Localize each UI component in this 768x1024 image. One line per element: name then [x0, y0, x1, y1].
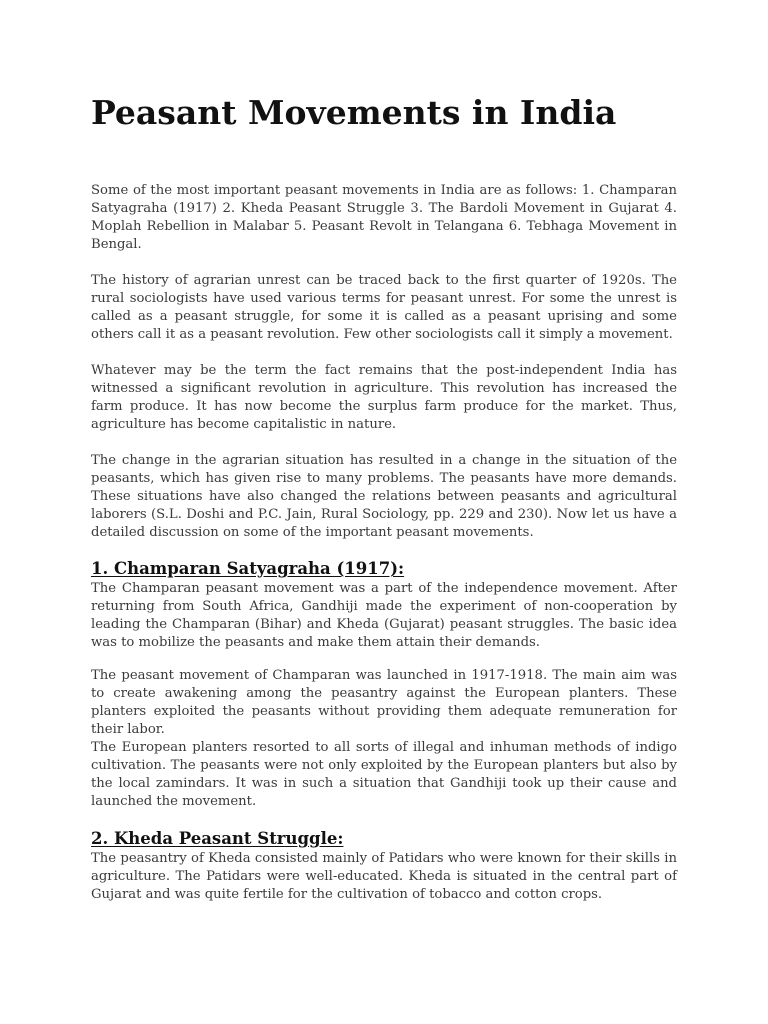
- intro-paragraph: Some of the most important peasant movements in India are as follows: 1. Champaran Satyagraha (1917) 2. Kheda Peasant Struggle 3. The Bardoli Movement in Gujarat 4. Moplah Rebellion in Malabar 5. Peasant Revolt in Telangana 6. Tebhaga Movement in Bengal.: [91, 183, 677, 252]
- section-paragraph: The peasantry of Kheda consisted mainly of Patidars who were known for their skills in agriculture. The Patidars were well-educated. Kheda is situated in the central part of Gujarat and was quite fertile for the cultivation of tobacco and cotton crops.: [91, 851, 677, 902]
- intro-paragraph: Whatever may be the term the fact remains that the post-independent India has witnessed a significant revolution in agriculture. This revolution has increased the farm produce. It has now become the surplus farm produce for the market. Thus, agriculture has become capitalistic in nature.: [91, 363, 677, 432]
- page-title: Peasant Movements in India: [91, 93, 617, 132]
- intro-paragraph: The history of agrarian unrest can be traced back to the first quarter of 1920s. The rural sociologists have used various terms for peasant unrest. For some the unrest is called as a peasant struggle, for some it is called as a peasant uprising and some others call it as a peasant revolution. Few other sociologists call it simply a movement.: [91, 273, 677, 342]
- section-paragraph: The Champaran peasant movement was a part of the independence movement. After returning from South Africa, Gandhiji made the experiment of non-cooperation by leading the Champaran (Bihar) and Kheda (Gujarat) peasant struggles. The basic idea was to mobilize the peasants and make them attain their demands.: [91, 581, 677, 650]
- section-paragraph: The European planters resorted to all sorts of illegal and inhuman methods of indigo cultivation. The peasants were not only exploited by the European planters but also by the local zamindars. It was in such a situation that Gandhiji took up their cause and launched the movement.: [91, 740, 677, 809]
- intro-paragraph: The change in the agrarian situation has resulted in a change in the situation of the peasants, which has given rise to many problems. The peasants have more demands. These situations have also changed the relations between peasants and agricultural laborers (S.L. Doshi and P.C. Jain, Rural Sociology, pp. 229 and 230). Now let us have a detailed discussion on some of the important peasant movements.: [91, 453, 677, 540]
- section-paragraph: The peasant movement of Champaran was launched in 1917-1918. The main aim was to create awakening among the peasantry against the European planters. These planters exploited the peasants without providing them adequate remuneration for their labor.: [91, 668, 677, 737]
- section-heading: 2. Kheda Peasant Struggle:: [91, 829, 344, 848]
- section-heading: 1. Champaran Satyagraha (1917):: [91, 559, 405, 578]
